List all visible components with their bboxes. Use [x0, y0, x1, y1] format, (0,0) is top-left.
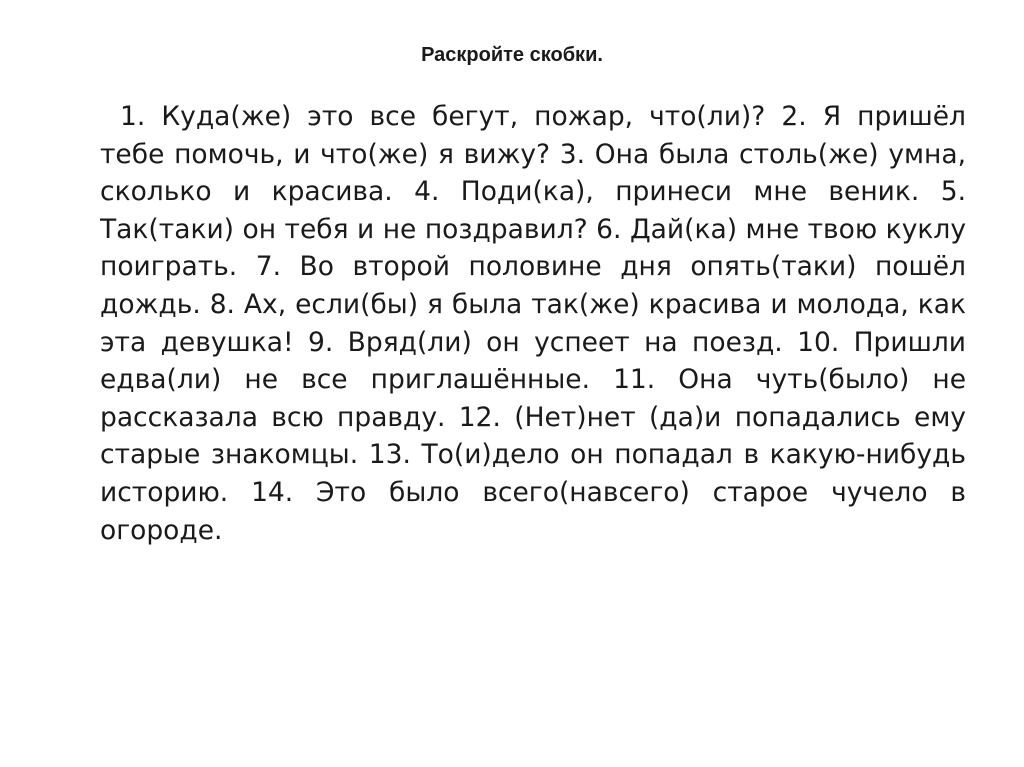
exercise-text: 1. Куда(же) это все бегут, пожар, что(ли)? 2. Я пришёл тебе помочь, и что(же) я вижу? 3. Она была столь(же) умна, сколько и красива. 4. Поди(ка), принеси мне веник. 5. Так(таки) он тебя и не поздравил? 6. Дай(ка) мне твою куклу поиграть. 7. Во второй половине дня опять(таки) пошёл дождь. 8. Ах, если(бы) я была так(же) красива и молода, как эта девушка! 9. Вряд(ли) он успеет на поезд. 10. Пришли едва(ли) не все приглашённые. 11. Она чуть(было) не рассказала всю правду. 12. (Нет)нет (да)и попадались ему старые знакомцы. 13. То(и)дело он попадал в какую-нибудь историю. 14. Это было всего(навсего) старое чучело в огороде.: [100, 101, 966, 546]
slide-title: Раскройте скобки.: [421, 44, 603, 66]
